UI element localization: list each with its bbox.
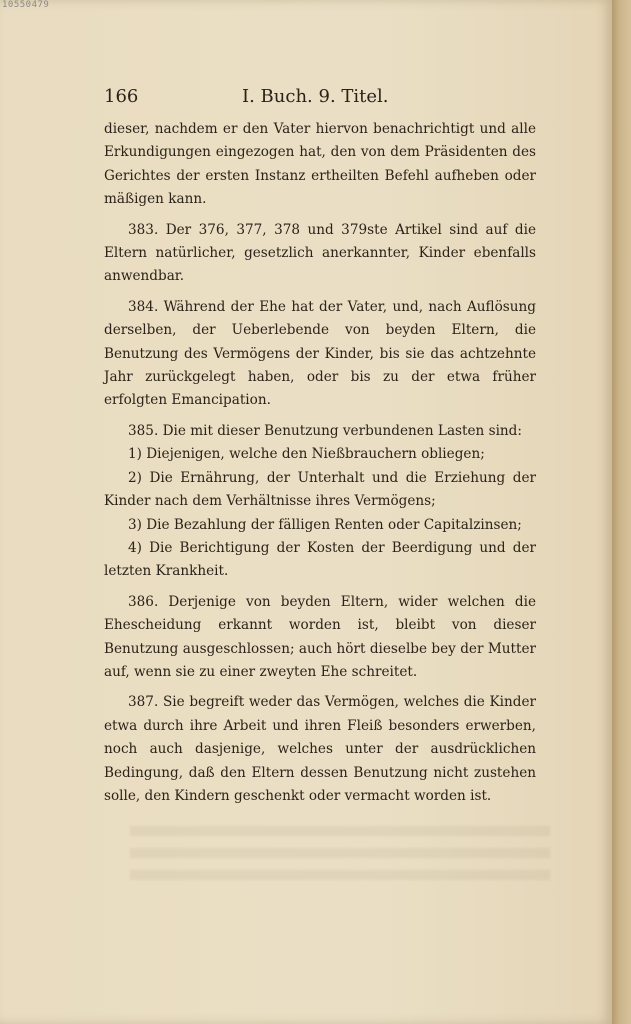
page-number: 166 <box>104 86 139 107</box>
paragraph-continuation: dieser, nachdem er den Vater hiervon benachrichtigt und alle Erkundigungen eingezogen hat, den von dem Präsidenten des Gerichtes der ersten Instanz ertheilten Befehl aufheben oder mäßigen kann. <box>104 121 536 208</box>
article-384: 384. Während der Ehe hat der Vater, und, nach Auflösung derselben, der Ueberlebende von beyden Eltern, die Benutzung des Vermögens der Kinder, bis sie das achtzehnte Jahr zurückgelegt haben, oder bis zu der etwa früher erfolgten Emancipation. <box>104 298 536 409</box>
article-385: 385. Die mit dieser Benutzung verbundenen Lasten sind: <box>128 422 522 439</box>
scan-label: 10550479 <box>2 0 50 10</box>
article-386: 386. Derjenige von beyden Eltern, wider welchen die Ehescheidung erkannt worden ist, bleibt von dieser Benutzung ausgeschlossen; auch hört dieselbe bey der Mutter auf, wenn sie zu einer zweyten Ehe schreitet. <box>104 593 536 680</box>
next-page-edge <box>612 0 631 1024</box>
article-387: 387. Sie begreift weder das Vermögen, welches die Kinder etwa durch ihre Arbeit und ihren Fleiß besonders erwerben, noch auch dasjenige, welches unter der ausdrücklichen Bedingung, daß den Eltern dessen Benutzung nicht zustehen solle, den Kindern geschenkt oder vermacht worden ist. <box>104 694 536 804</box>
body-text <box>104 118 536 815</box>
list-item-4: 4) Die Berichtigung der Kosten der Beerdigung und der letzten Krankheit. <box>104 539 536 580</box>
show-through-text <box>130 826 550 886</box>
running-title: I. Buch. 9. Titel. <box>242 86 389 107</box>
list-item-3: 3) Die Bezahlung der fälligen Renten oder Capitalzinsen; <box>128 516 522 533</box>
article-383: 383. Der 376, 377, 378 und 379ste Artikel sind auf die Eltern natürlicher, gesetzlich anerkannter, Kinder ebenfalls anwendbar. <box>104 221 536 285</box>
list-item-2: 2) Die Ernährung, der Unterhalt und die Erziehung der Kinder nach dem Verhältnisse ihres Vermögens; <box>104 469 536 510</box>
list-item-1: 1) Diejenigen, welche den Nießbrauchern obliegen; <box>128 446 485 463</box>
